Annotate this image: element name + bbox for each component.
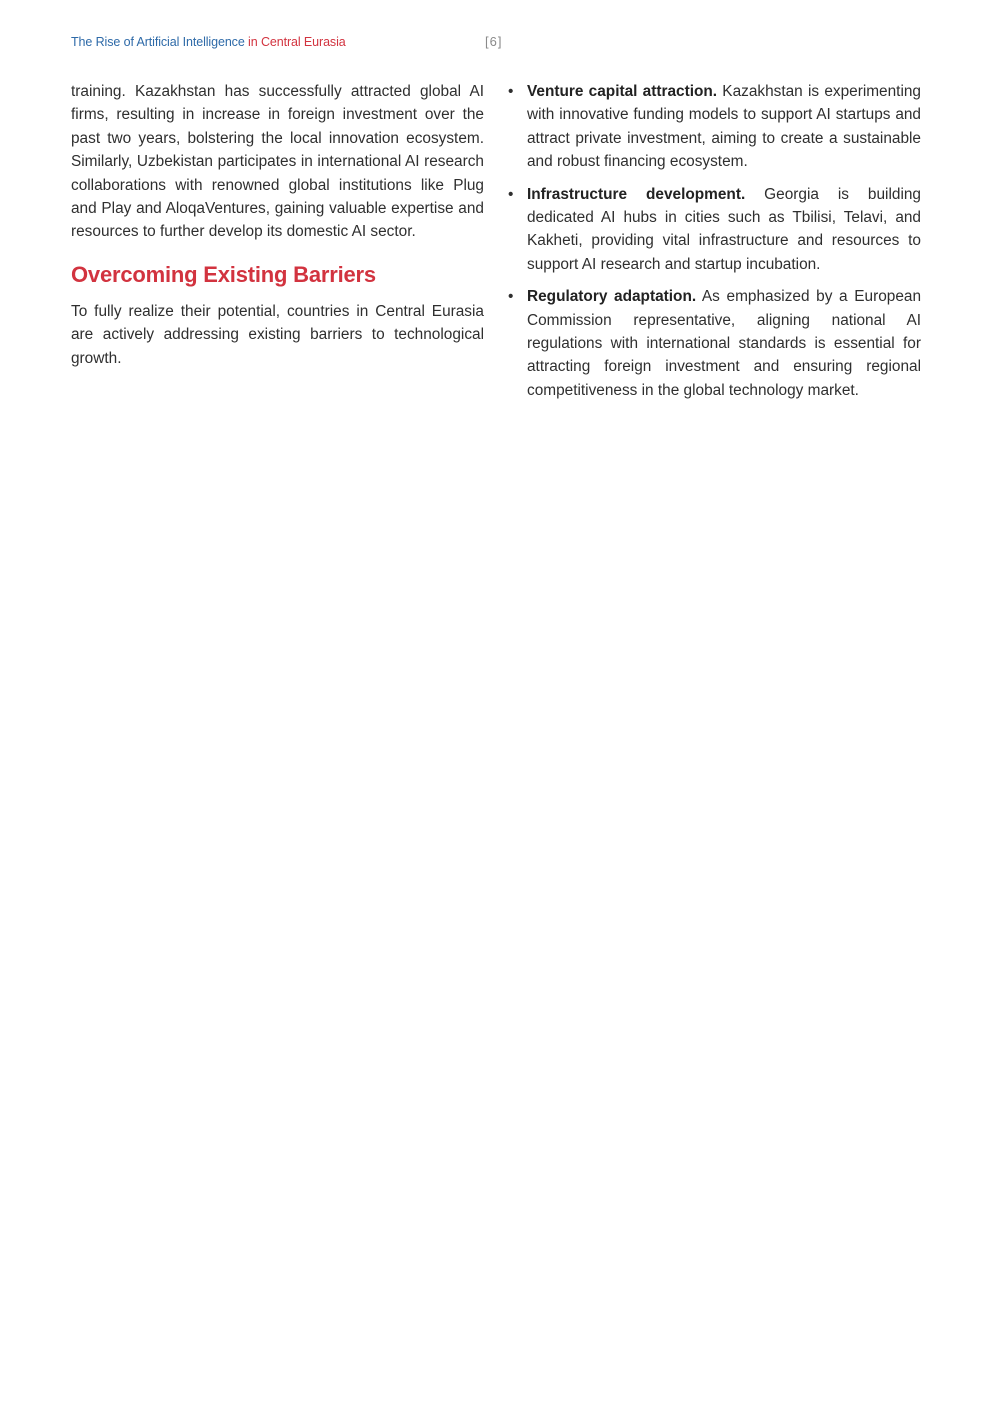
list-item-title: Venture capital attraction. — [527, 83, 718, 100]
list-item — [508, 80, 921, 174]
list-item — [508, 285, 921, 402]
body-paragraph: training. Kazakhstan has successfully attracted global AI firms, resulting in increase in foreign investment over the past two years, bolstering the local innovation ecosystem. Similarly, Uzbekistan participates in international AI research collaborations with renowned global institutions like Plug and Play and AloqaVentures, gaining valuable expertise and resources to further develop its domestic AI sector. — [71, 83, 484, 241]
header-title-red: in Central Eurasia — [244, 35, 346, 49]
bullet-list — [508, 80, 921, 402]
page-number: [6] — [485, 34, 503, 49]
bullet-icon: • — [508, 288, 514, 306]
running-header — [71, 35, 346, 49]
bullet-icon: • — [508, 185, 514, 203]
left-column — [71, 80, 484, 370]
right-column — [508, 80, 921, 411]
header-title-blue: The Rise of Artificial Intelligence — [71, 35, 245, 49]
body-paragraph: To fully realize their potential, countries in Central Eurasia are actively addressing existing barriers to technological growth. — [71, 302, 484, 367]
list-item — [508, 183, 921, 277]
list-item-text: Kazakhstan is experimenting with innovative funding models to support AI startups and attract private investment, aiming to create a sustainable and robust financing ecosystem. — [527, 83, 921, 171]
section-heading: Overcoming Existing Barriers — [71, 261, 376, 287]
list-item-title: Regulatory adaptation. — [527, 288, 697, 306]
bullet-icon: • — [508, 83, 514, 100]
list-item-text: As emphasized by a European Commission representative, aligning national AI regulations with international standards is essential for attracting foreign investment and ensuring regional competitiveness in the global technology market. — [527, 288, 922, 399]
list-item-text: Georgia is building dedicated AI hubs in cities such as Tbilisi, Telavi, and Kakheti, providing vital infrastructure and resources to support AI research and startup incubation. — [527, 185, 921, 273]
list-item-title: Infrastructure development. — [527, 185, 746, 203]
